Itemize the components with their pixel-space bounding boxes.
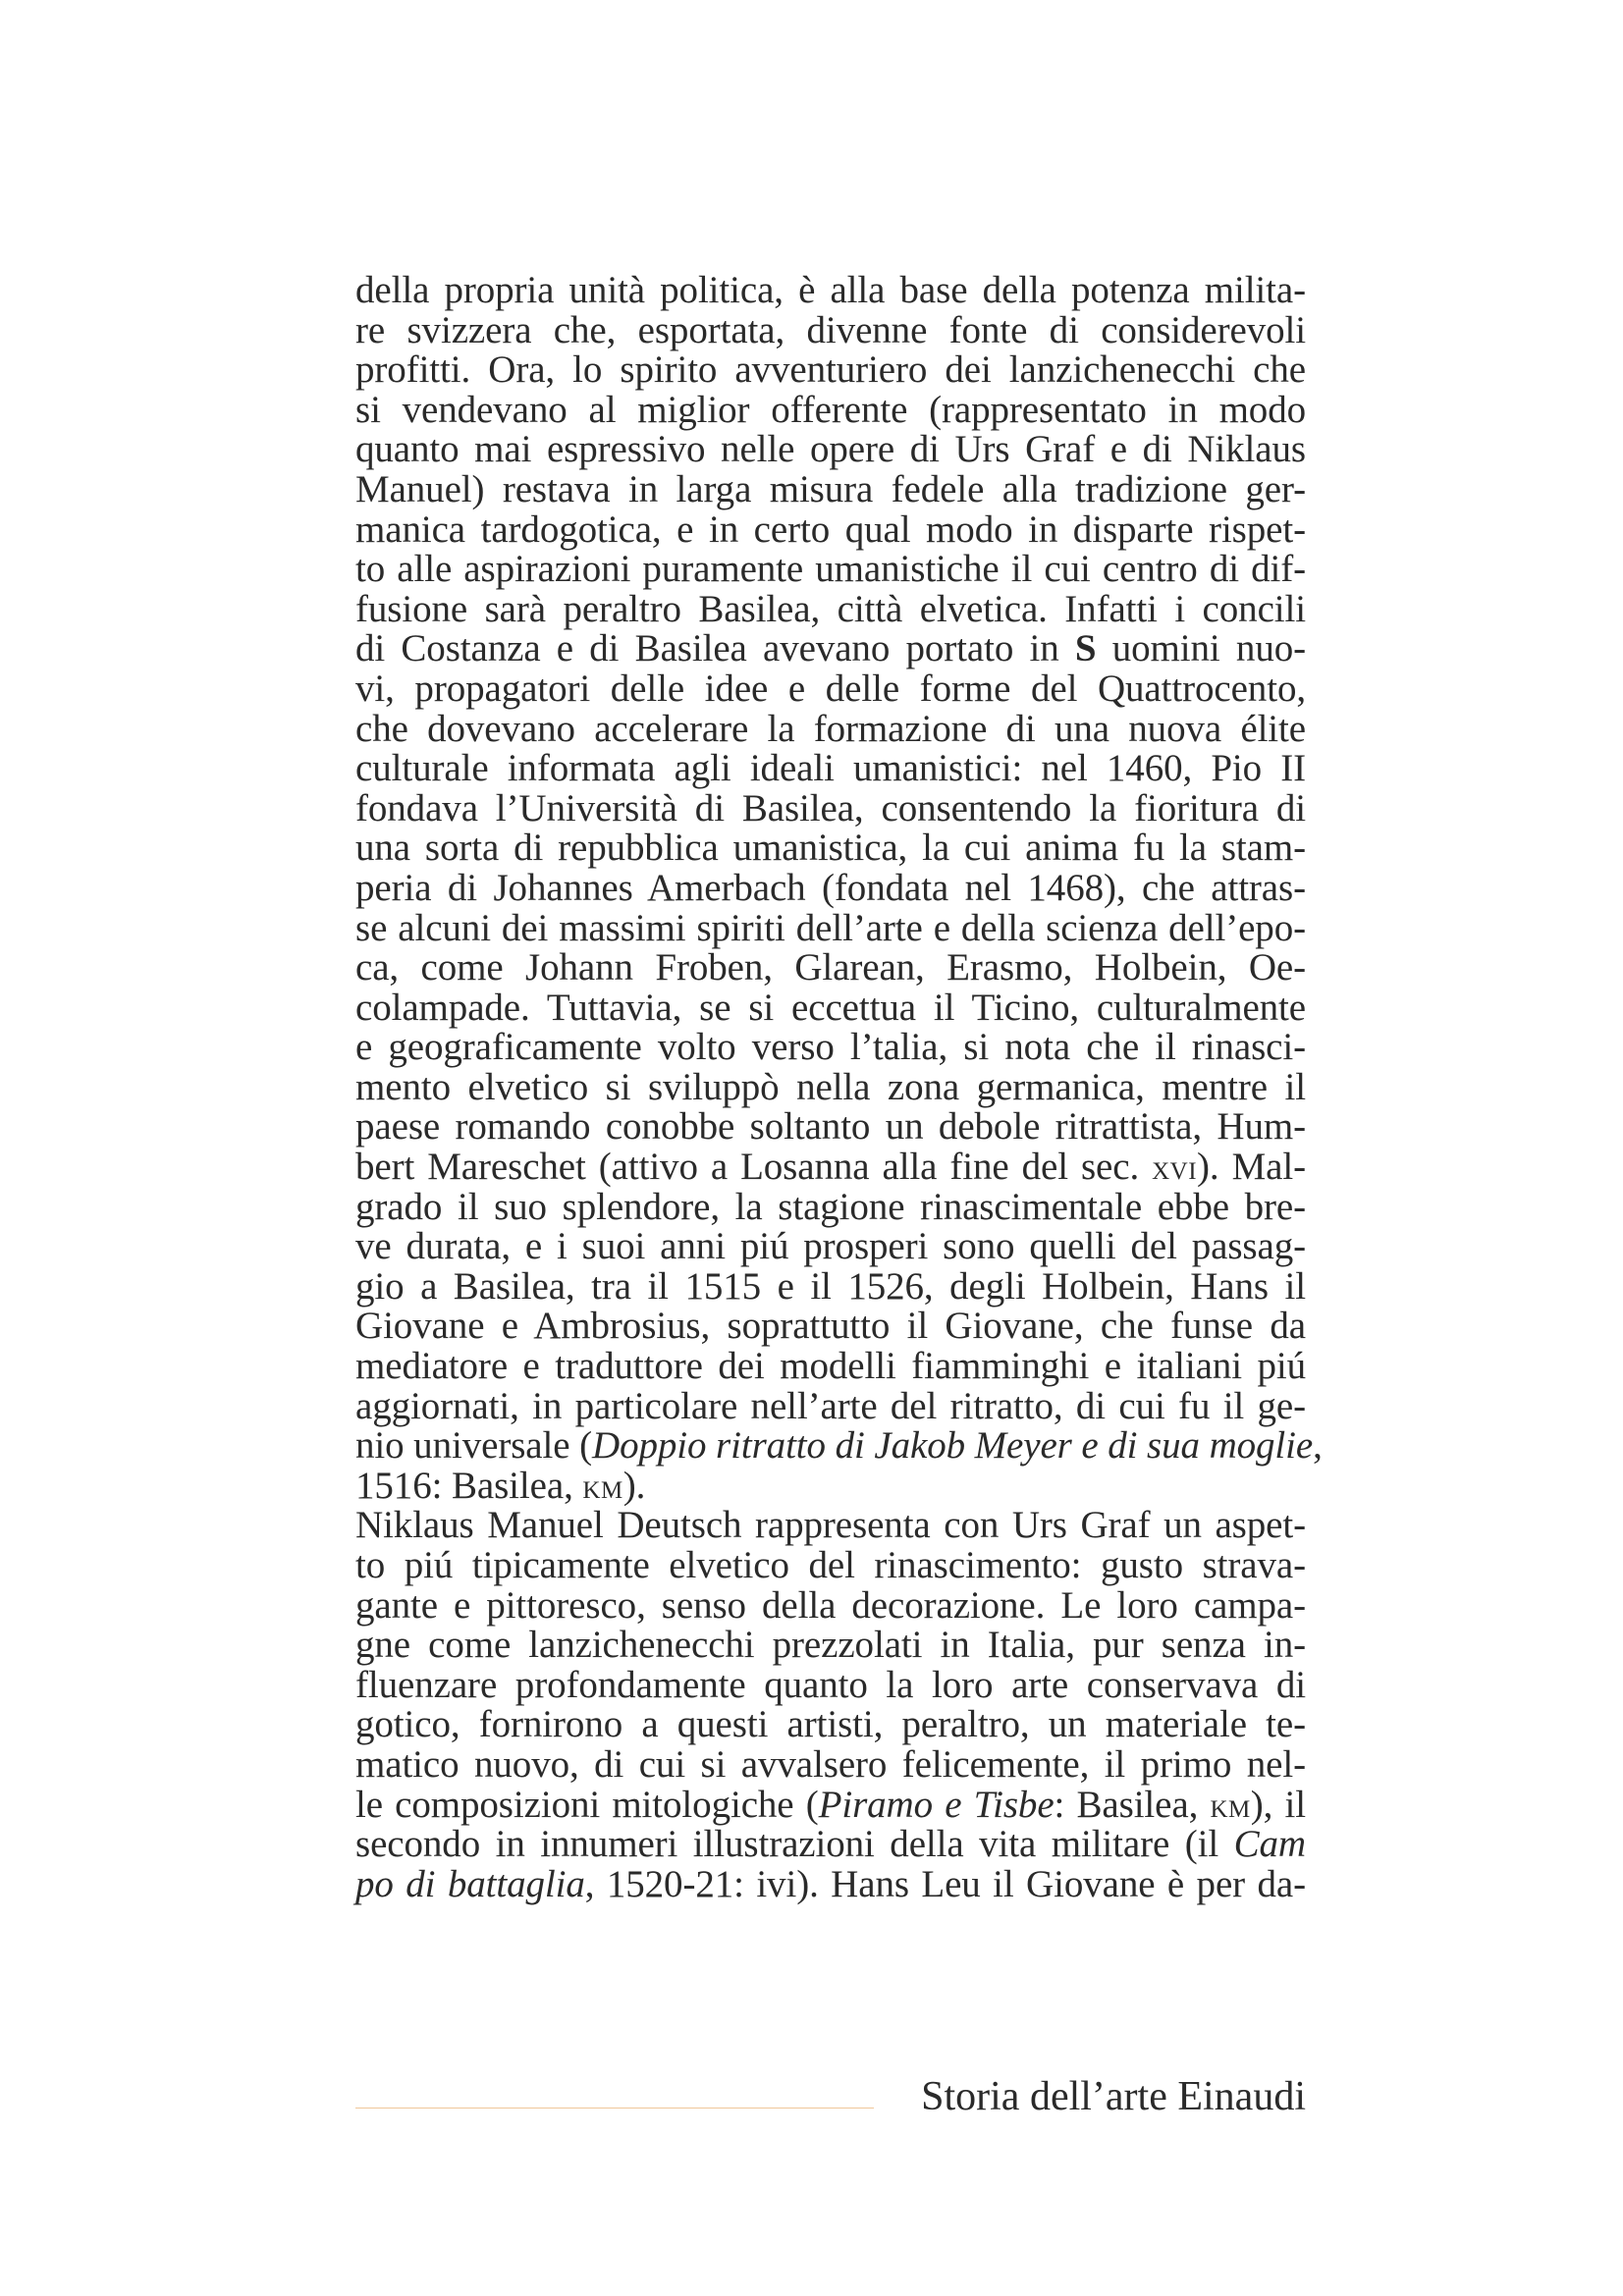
text-line: mento elvetico si sviluppò nella zona germanica, mentre il [355, 1065, 1306, 1108]
text-line: grado il suo splendore, la stagione rinascimentale ebbe bre- [355, 1185, 1306, 1228]
text-segment: secondo in innumeri illustrazioni della vita militare (il [355, 1823, 1234, 1866]
artwork-title: po di battaglia [355, 1862, 585, 1905]
text-line: Niklaus Manuel Deutsch rappresenta con Urs Graf un aspet- [355, 1504, 1306, 1547]
text-segment: ). [622, 1464, 646, 1507]
text-line: aggiornati, in particolare nell’arte del ritratto, di cui fu il ge- [355, 1384, 1306, 1427]
text-line: to piú tipicamente elvetico del rinascimento: gusto strava- [355, 1544, 1306, 1586]
text-line: gotico, fornirono a questi artisti, peraltro, un materiale te- [355, 1703, 1306, 1746]
text-line: paese romando conobbe soltanto un debole ritrattista, Hum- [355, 1105, 1306, 1148]
text-segment: di Costanza e di Basilea avevano portato in [355, 627, 1075, 670]
text-line: re svizzera che, esportata, divenne fonte di considerevoli [355, 308, 1306, 351]
text-line [355, 1148, 1306, 1188]
text-line: colampade. Tuttavia, se si eccettua il Ticino, culturalmente [355, 986, 1306, 1029]
text-line [355, 1464, 1306, 1507]
text-line: profitti. Ora, lo spirito avventuriero dei lanzichenecchi che [355, 348, 1306, 392]
text-segment: bert Mareschet (attivo a Losanna alla fine del sec. [355, 1146, 1153, 1189]
text-segment: , [1313, 1424, 1323, 1468]
text-line: ve durata, e i suoi anni piú prosperi sono quelli del passag- [355, 1225, 1306, 1268]
text-line: quanto mai espressivo nelle opere di Urs Graf e di Niklaus [355, 428, 1306, 471]
text-line: una sorta di repubblica umanistica, la cui anima fu la stam- [355, 827, 1306, 870]
text-line: culturale informata agli ideali umanistici: nel 1460, Pio II [355, 747, 1306, 790]
body-text [355, 269, 1323, 1905]
museum-abbr: km [1210, 1786, 1251, 1825]
text-line: fluenzare profondamente quanto la loro arte conservava di [355, 1663, 1306, 1706]
text-segment: ). Mal- [1197, 1146, 1306, 1189]
text-segment: : Basilea, [1054, 1783, 1211, 1826]
text-line: peria di Johannes Amerbach (fondata nel 1468), che attras- [355, 866, 1306, 909]
text-line: manica tardogotica, e in certo qual modo in disparte rispet- [355, 507, 1306, 551]
text-line [355, 1783, 1306, 1826]
text-segment: ), il [1250, 1783, 1306, 1826]
text-line: e geograficamente volto verso l’talia, si nota che il rinasci- [355, 1026, 1306, 1069]
text-line: Giovane e Ambrosius, soprattutto il Giovane, che funse da [355, 1305, 1306, 1348]
text-line: se alcuni dei massimi spiriti dell’arte e della scienza dell’epo- [355, 906, 1306, 949]
artwork-title: Doppio ritratto di Jakob Meyer e di sua moglie [592, 1424, 1314, 1468]
footer-rule [355, 2108, 874, 2109]
text-line: vi, propagatori delle idee e delle forme del Quattrocento, [355, 667, 1306, 710]
small-caps-century: xvi [1152, 1148, 1198, 1188]
text-line [355, 1424, 1323, 1468]
text-segment: 1516: Basilea, [355, 1464, 583, 1507]
bold-letter: S [1074, 627, 1097, 670]
text-line: si vendevano al miglior offerente (rappresentato in modo [355, 388, 1306, 431]
text-line [355, 629, 1306, 669]
text-line: gante e pittoresco, senso della decorazione. Le loro campa- [355, 1583, 1306, 1627]
text-line: gio a Basilea, tra il 1515 e il 1526, degli Holbein, Hans il [355, 1264, 1306, 1308]
text-line: mediatore e traduttore dei modelli fiamminghi e italiani piú [355, 1345, 1306, 1388]
text-line: che dovevano accelerare la formazione di una nuova élite [355, 707, 1306, 750]
text-segment: nio universale ( [355, 1424, 592, 1468]
museum-abbr: km [582, 1467, 623, 1506]
text-line: fusione sarà peraltro Basilea, città elvetica. Infatti i concili [355, 587, 1306, 630]
text-segment: uomini nuo- [1096, 627, 1307, 670]
text-line: matico nuovo, di cui si avvalsero felicemente, il primo nel- [355, 1742, 1306, 1786]
text-line: ca, come Johann Froben, Glarean, Erasmo, Holbein, Oe- [355, 946, 1306, 989]
footer-title: Storia dell’arte Einaudi [921, 2074, 1306, 2119]
artwork-title: Piramo e Tisbe [818, 1783, 1055, 1826]
text-line: gne come lanzichenecchi prezzolati in Italia, pur senza in- [355, 1624, 1306, 1667]
text-line [355, 1825, 1306, 1865]
page-footer [355, 2067, 1306, 2126]
text-line: Manuel) restava in larga misura fedele alla tradizione ger- [355, 467, 1306, 510]
text-line: della propria unità politica, è alla base della potenza milita- [355, 269, 1306, 311]
text-line: fondava l’Università di Basilea, consentendo la fioritura di [355, 786, 1306, 829]
text-line [355, 1862, 1306, 1905]
artwork-title: Cam [1233, 1823, 1306, 1866]
text-segment: , 1520-21: ivi). Hans Leu il Giovane è per da- [584, 1862, 1306, 1905]
text-line: to alle aspirazioni puramente umanistiche il cui centro di dif- [355, 548, 1306, 591]
text-segment: le composizioni mitologiche ( [355, 1783, 819, 1826]
